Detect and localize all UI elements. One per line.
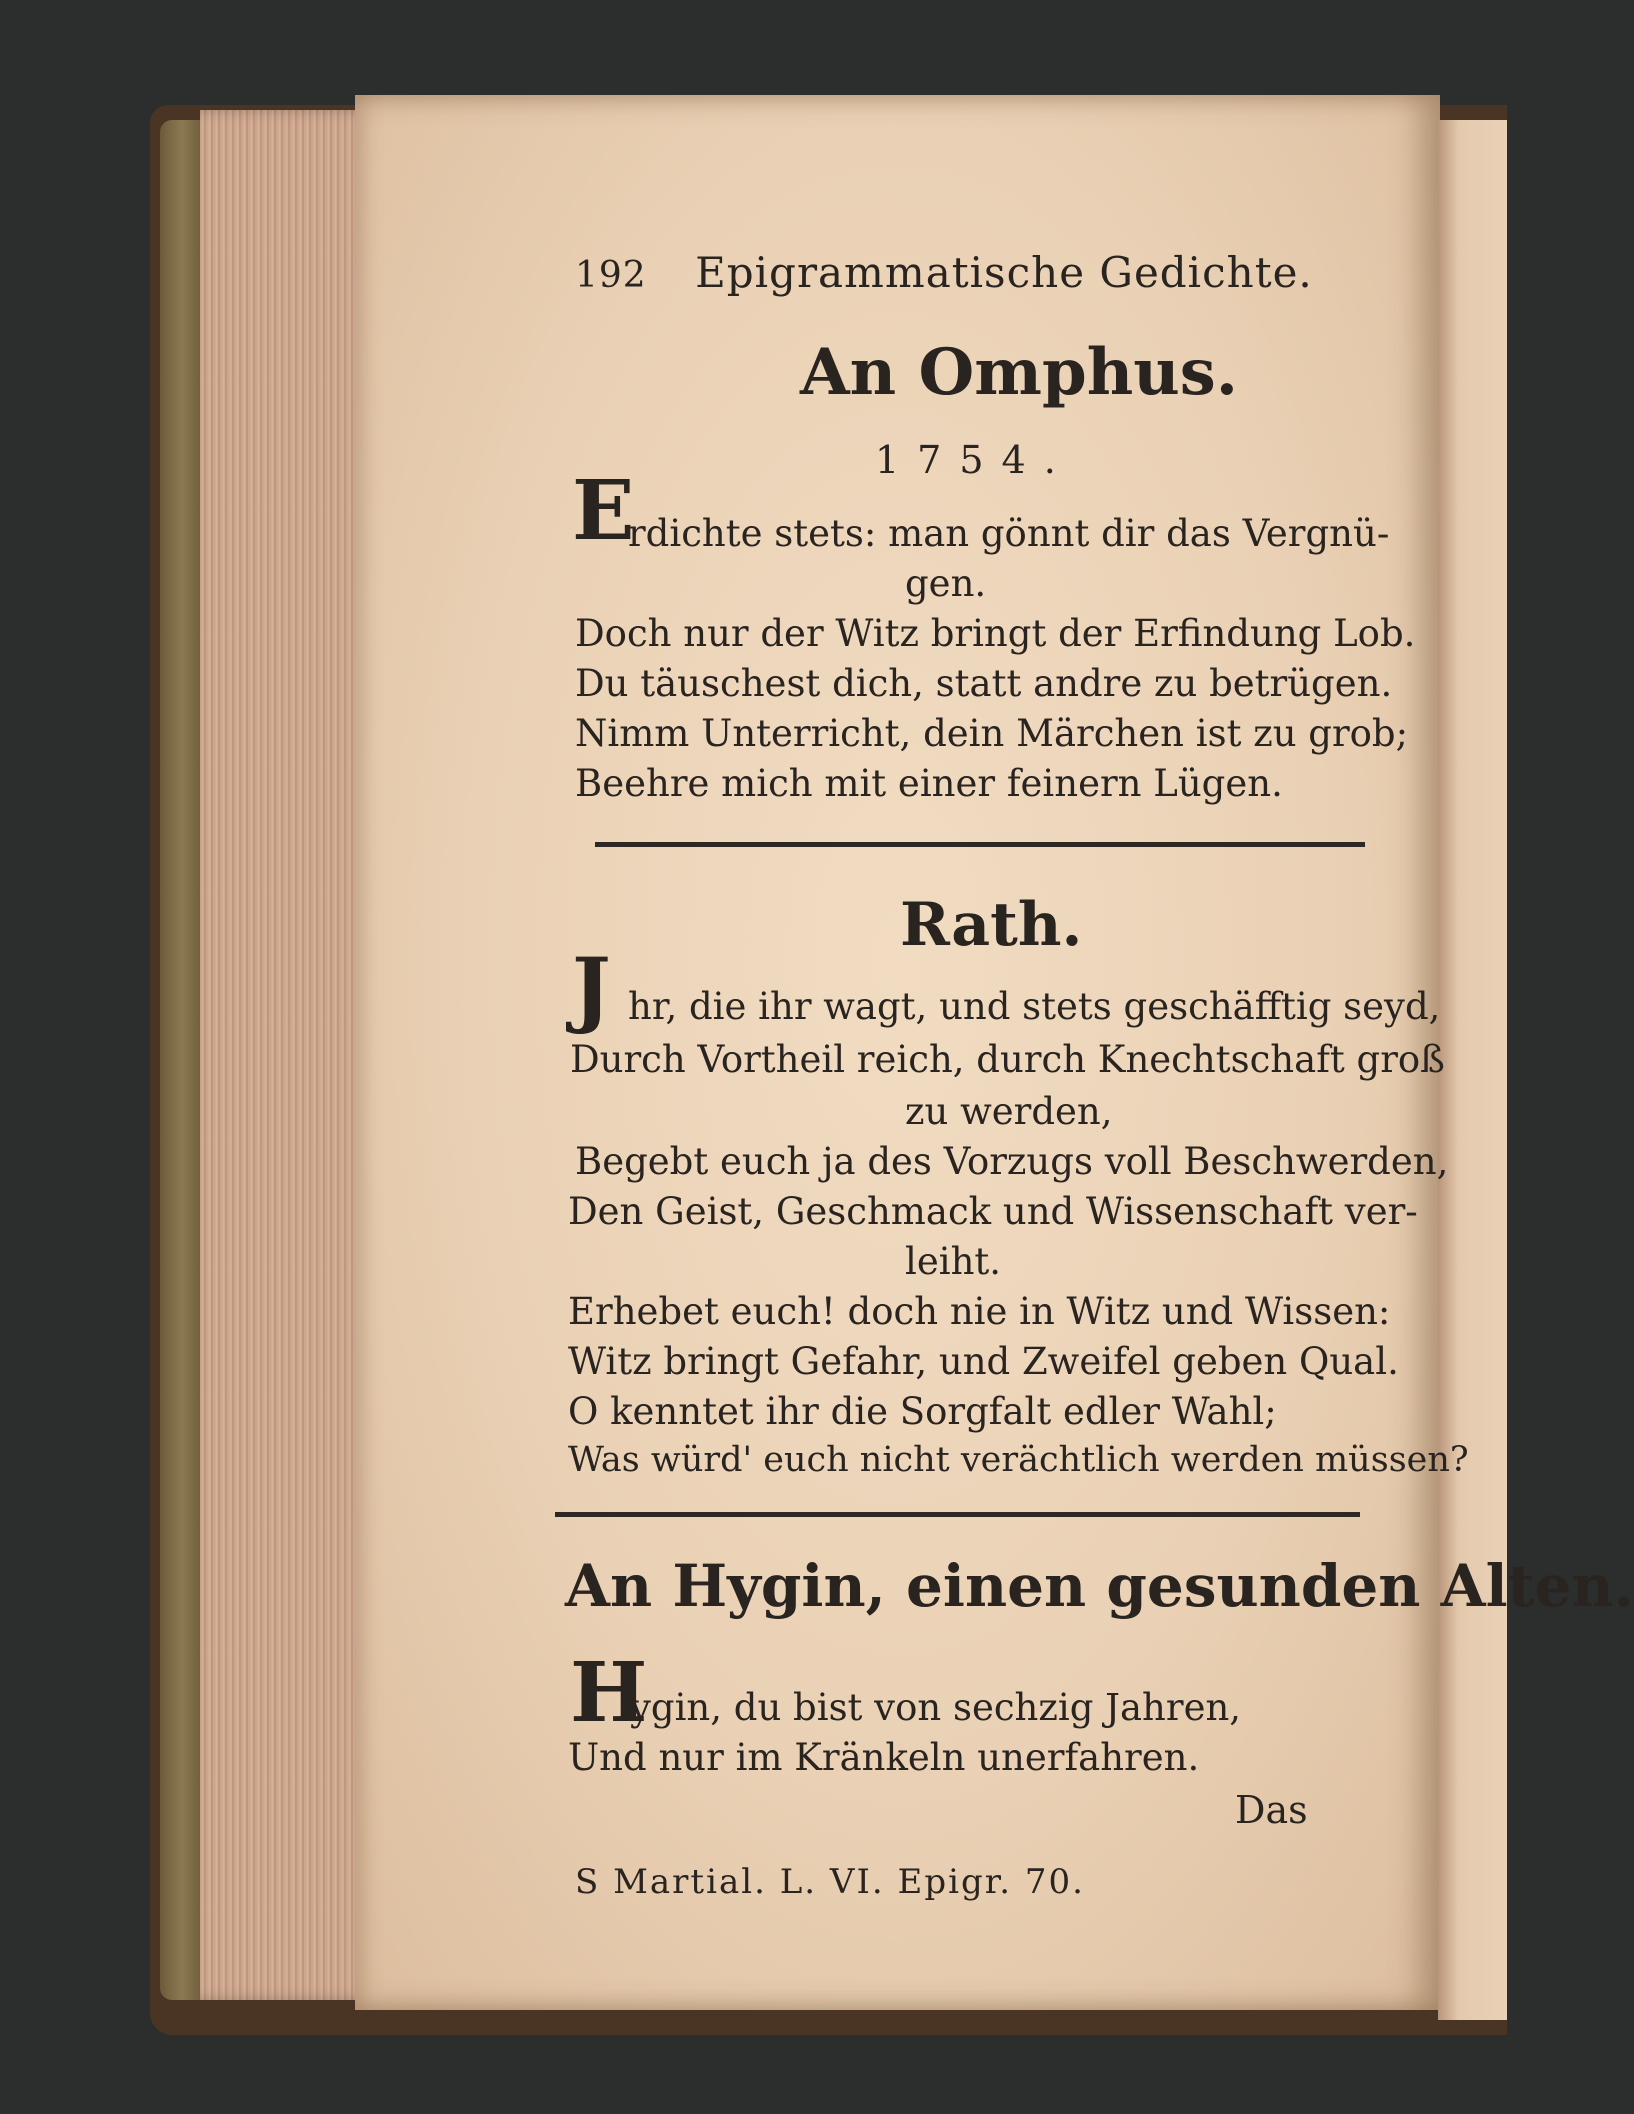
poem-title-1: An Omphus. — [800, 335, 1239, 410]
poem3-line-1: ygin, du bist von sechzig Jahren, — [630, 1686, 1242, 1729]
poem2-line-8: Witz bringt Gefahr, und Zweifel geben Qual. — [568, 1340, 1399, 1383]
poem-year: 1754. — [875, 438, 1074, 482]
poem2-line-6: leiht. — [905, 1240, 1002, 1283]
footnote: S Martial. L. VI. Epigr. 70. — [575, 1862, 1085, 1902]
poem2-line-3: zu werden, — [905, 1090, 1113, 1133]
poem1-line-5: Nimm Unterricht, dein Märchen ist zu grob; — [575, 712, 1409, 755]
divider-rule-1 — [595, 842, 1365, 847]
drop-cap-1: E — [572, 463, 635, 559]
running-header — [575, 248, 1313, 297]
divider-rule-2 — [555, 1512, 1360, 1517]
poem-title-3: An Hygin, einen gesunden Alten. — [565, 1552, 1634, 1620]
drop-cap-2: J — [572, 941, 611, 1037]
page-number: 192 — [575, 255, 647, 296]
poem1-line-3: Doch nur der Witz bringt der Erfindung Lob. — [575, 612, 1416, 655]
poem2-line-9: O kenntet ihr die Sorgfalt edler Wahl; — [568, 1390, 1277, 1433]
poem2-line-1: hr, die ihr wagt, und stets geschäfftig seyd, — [628, 985, 1441, 1028]
poem2-line-2: Durch Vortheil reich, durch Knechtschaft groß — [570, 1038, 1445, 1081]
poem2-line-5: Den Geist, Geschmack und Wissenschaft ver- — [568, 1190, 1418, 1233]
poem3-line-2: Und nur im Kränkeln unerfahren. — [568, 1736, 1200, 1779]
facing-page-edge — [1438, 120, 1507, 2020]
catchword: Das — [1235, 1788, 1308, 1832]
poem1-line-4: Du täuschest dich, statt andre zu betrügen. — [575, 662, 1393, 705]
poem1-line-2: gen. — [905, 562, 987, 605]
poem2-line-10: Was würd' euch nicht verächtlich werden müssen? — [568, 1440, 1469, 1480]
drop-cap-3: H — [570, 1645, 648, 1741]
poem1-line-6: Beehre mich mit einer feinern Lügen. — [575, 762, 1283, 805]
poem2-line-4: Begebt euch ja des Vorzugs voll Beschwerden, — [575, 1140, 1449, 1183]
poem2-line-7: Erhebet euch! doch nie in Witz und Wissen: — [568, 1290, 1391, 1333]
poem-title-2: Rath. — [900, 890, 1083, 960]
running-title: Epigrammatische Gedichte. — [695, 248, 1313, 297]
poem1-line-1: rdichte stets: man gönnt dir das Vergnü- — [628, 512, 1390, 555]
